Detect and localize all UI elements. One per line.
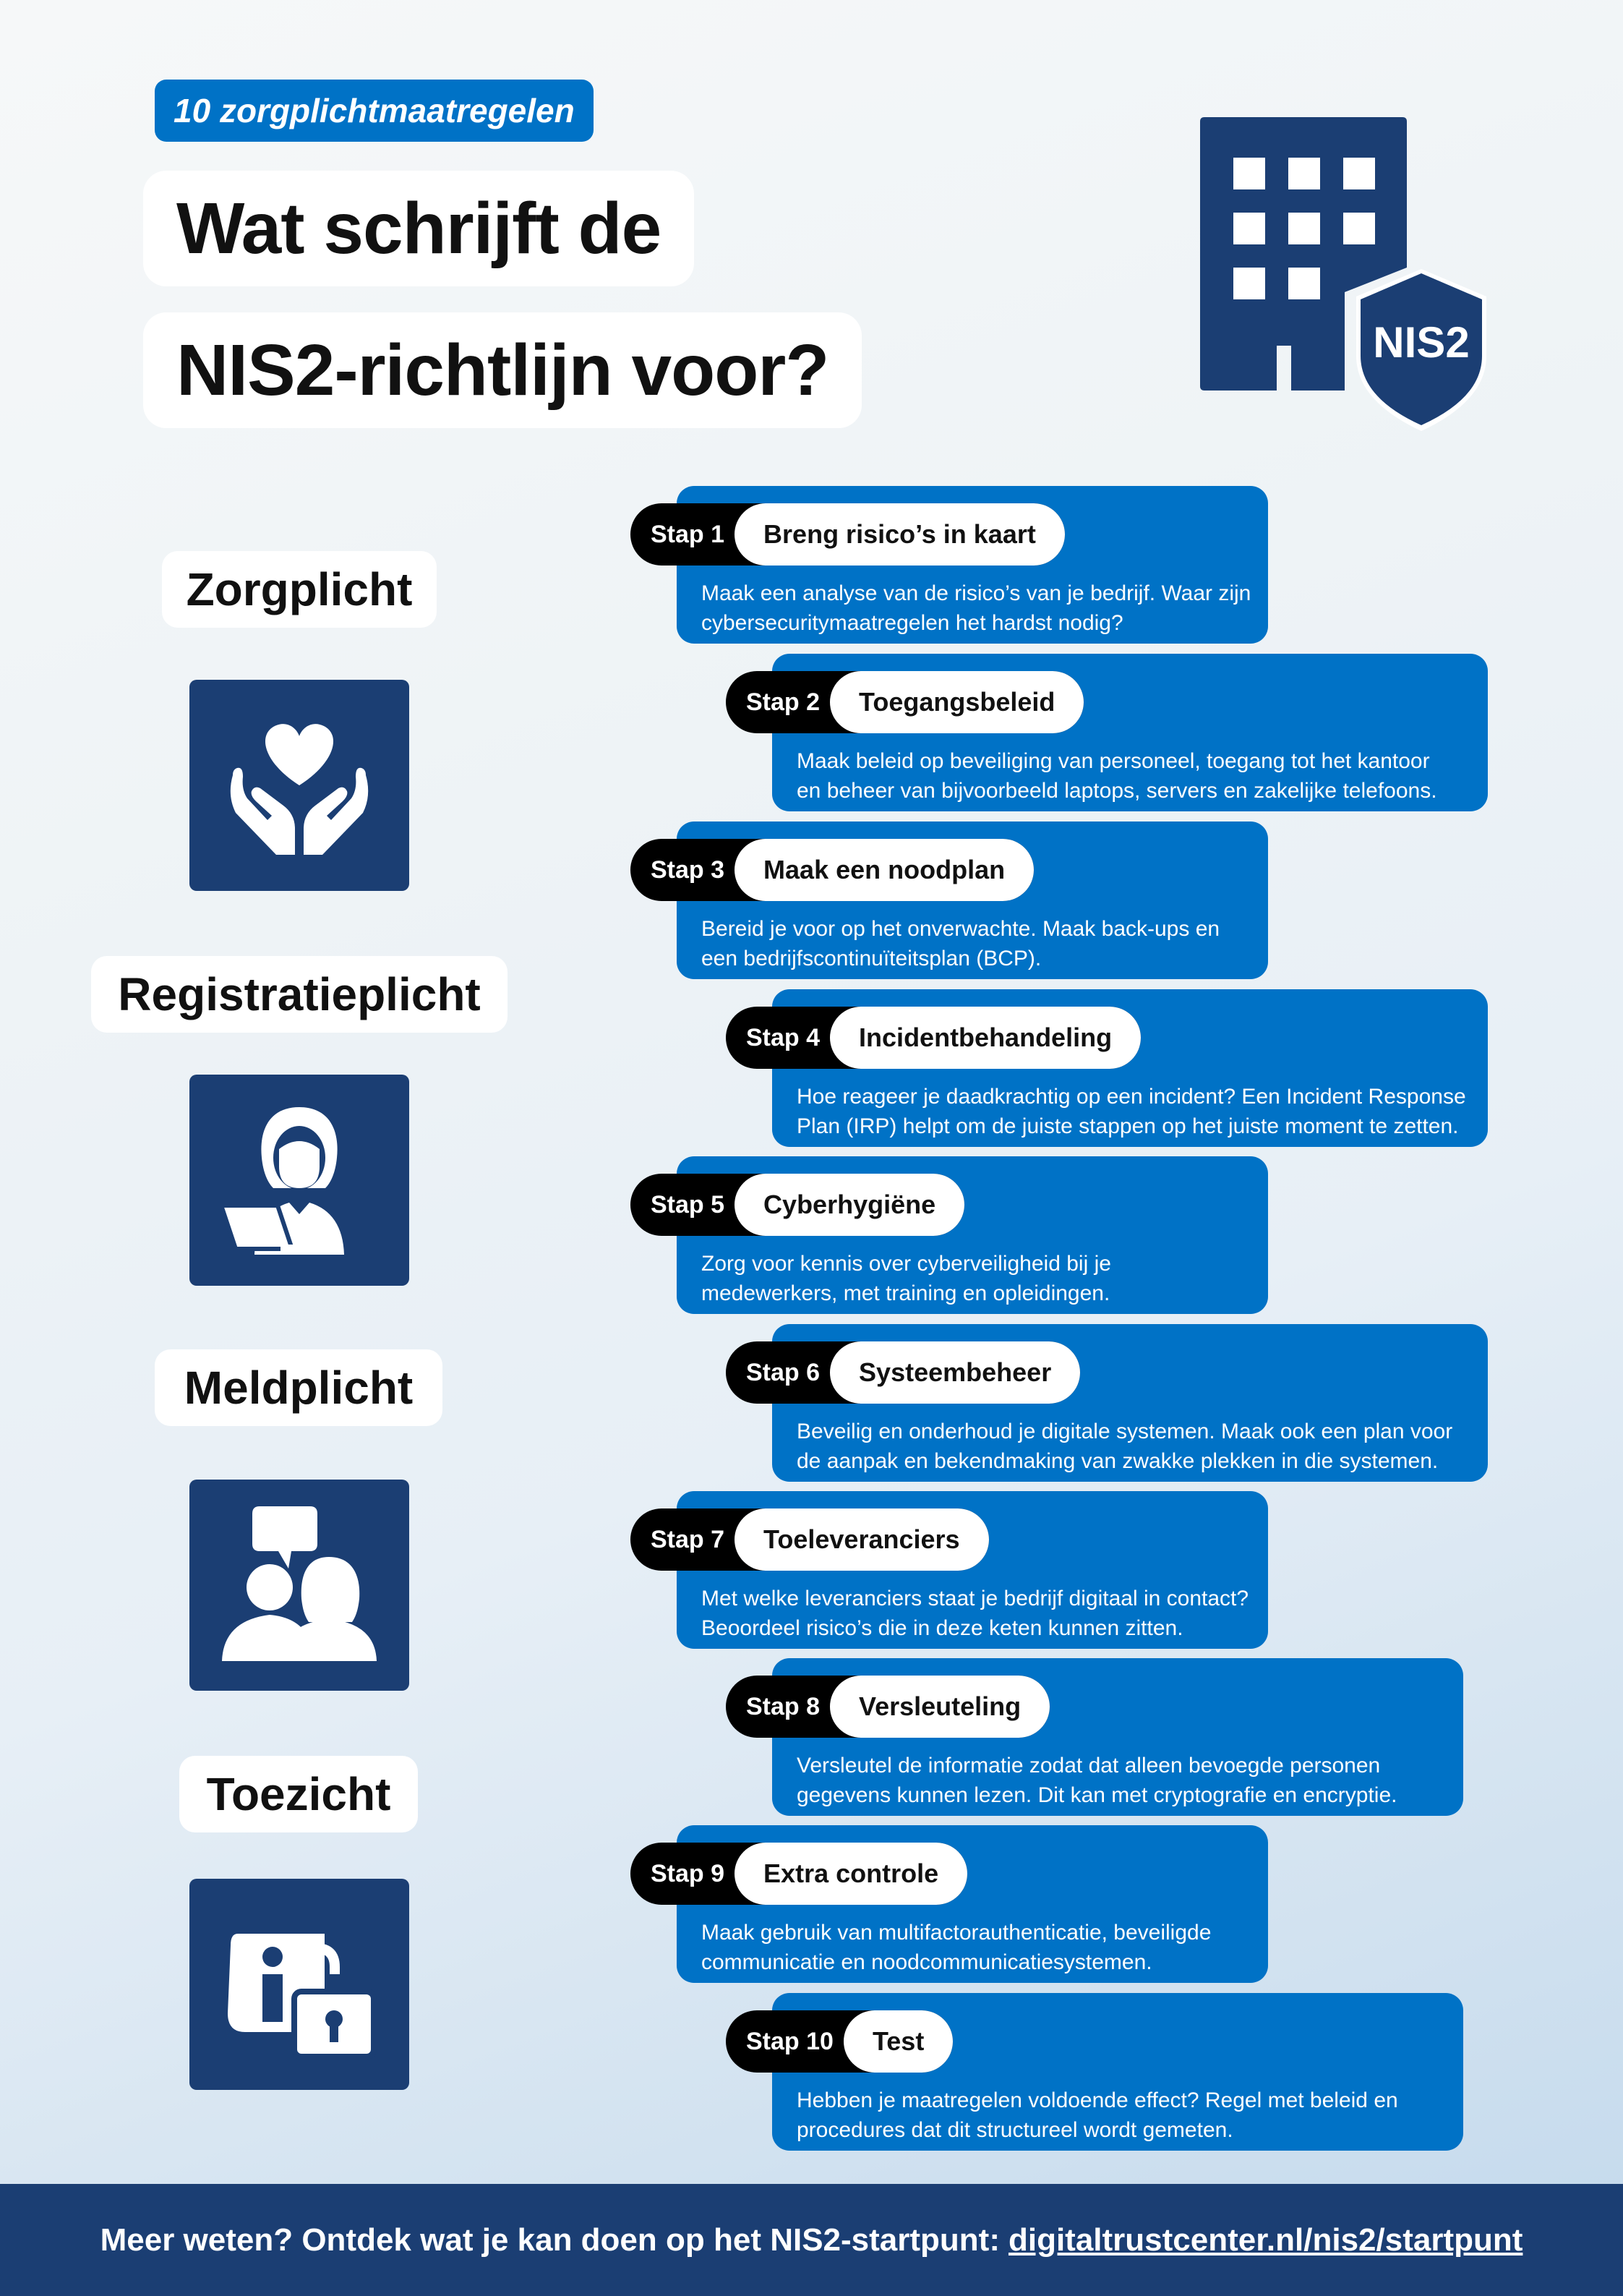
category-label-registratieplicht: Registratieplicht bbox=[91, 956, 508, 1033]
step-number: Stap 9 bbox=[651, 1859, 725, 1887]
step-title: Maak een noodplan bbox=[735, 839, 1034, 901]
step-number: Stap 5 bbox=[651, 1190, 725, 1219]
step-title: Toeleveranciers bbox=[735, 1508, 989, 1571]
step-pill-5 bbox=[630, 1174, 964, 1236]
step-description-line: Versleutel de informatie zodat dat alleen bevoegde personen bbox=[797, 1754, 1381, 1778]
page-title-line1-text: Wat schrijft de bbox=[176, 187, 661, 269]
step-description-line: Maak een analyse van de risico’s van je bedrijf. Waar zijn bbox=[701, 581, 1251, 605]
step-description-line: Bereid je voor op het onverwachte. Maak back-ups en bbox=[701, 917, 1220, 941]
step-title: Versleuteling bbox=[830, 1676, 1050, 1738]
building-shield-icon bbox=[1200, 116, 1489, 434]
footer-link[interactable]: digitaltrustcenter.nl/nis2/startpunt bbox=[1008, 2222, 1523, 2258]
step-pill-1 bbox=[630, 503, 1065, 566]
step-description-line: Maak gebruik van multifactorauthenticatie, beveiligde bbox=[701, 1921, 1212, 1945]
step-number: Stap 8 bbox=[746, 1692, 821, 1720]
step-description-line: en beheer van bijvoorbeeld laptops, servers en zakelijke telefoons. bbox=[797, 779, 1437, 803]
step-description bbox=[701, 914, 1220, 973]
step-title: Systeembeheer bbox=[830, 1341, 1080, 1404]
step-description bbox=[701, 579, 1251, 638]
step-pill-7 bbox=[630, 1508, 989, 1571]
person-laptop-icon bbox=[220, 1097, 379, 1263]
footer bbox=[0, 2184, 1623, 2296]
step-title: Breng risico’s in kaart bbox=[735, 503, 1065, 566]
people-speech-icon bbox=[216, 1502, 382, 1668]
step-title: Extra controle bbox=[735, 1843, 967, 1905]
nis2-badge-text: NIS2 bbox=[1373, 318, 1470, 367]
step-description bbox=[797, 1417, 1452, 1476]
step-description bbox=[797, 746, 1437, 806]
category-icon-box-registratieplicht bbox=[189, 1075, 409, 1286]
step-number: Stap 10 bbox=[746, 2027, 834, 2055]
step-description-line: Met welke leveranciers staat je bedrijf digitaal in contact? bbox=[701, 1587, 1249, 1610]
category-icon-box-toezicht bbox=[189, 1879, 409, 2090]
category-icon-box-zorgplicht bbox=[189, 680, 409, 891]
step-pill-9 bbox=[630, 1843, 967, 1905]
step-number: Stap 1 bbox=[651, 520, 725, 548]
step-description-line: Maak beleid op beveiliging van personeel, toegang tot het kantoor bbox=[797, 749, 1430, 773]
page-title-line2-text: NIS2-richtlijn voor? bbox=[176, 329, 829, 411]
page-title-line1 bbox=[143, 171, 694, 286]
step-number: Stap 7 bbox=[651, 1525, 725, 1553]
step-description bbox=[701, 1918, 1211, 1977]
info-lock-icon bbox=[216, 1905, 382, 2064]
footer-text: Meer weten? Ontdek wat je kan doen op het NIS2-startpunt: bbox=[100, 2222, 1000, 2258]
category-label-zorgplicht: Zorgplicht bbox=[162, 551, 437, 628]
step-description-line: gegevens kunnen lezen. Dit kan met cryptografie en encryptie. bbox=[797, 1783, 1397, 1807]
step-number: Stap 6 bbox=[746, 1358, 821, 1386]
step-pill-6 bbox=[726, 1341, 1080, 1404]
step-description bbox=[701, 1249, 1111, 1308]
heart-hands-icon bbox=[220, 706, 379, 865]
step-pill-3 bbox=[630, 839, 1034, 901]
step-pill-8 bbox=[726, 1676, 1050, 1738]
category-label-meldplicht: Meldplicht bbox=[155, 1349, 442, 1426]
category-label-toezicht: Toezicht bbox=[179, 1756, 418, 1832]
step-description bbox=[797, 1751, 1397, 1810]
step-description-line: Beveilig en onderhoud je digitale systemen. Maak ook een plan voor bbox=[797, 1420, 1453, 1443]
step-pill-2 bbox=[726, 671, 1084, 733]
step-title: Incidentbehandeling bbox=[830, 1007, 1141, 1069]
step-number: Stap 4 bbox=[746, 1023, 821, 1051]
step-description bbox=[797, 2086, 1398, 2145]
step-description-line: procedures dat dit structureel wordt gemeten. bbox=[797, 2118, 1233, 2142]
step-description-line: cybersecuritymaatregelen het hardst nodig? bbox=[701, 611, 1123, 635]
step-description-line: medewerkers, met training en opleidingen. bbox=[701, 1281, 1110, 1305]
category-icon-box-meldplicht bbox=[189, 1480, 409, 1691]
step-description bbox=[797, 1082, 1466, 1141]
step-description-line: de aanpak en bekendmaking van zwakke plekken in die systemen. bbox=[797, 1449, 1439, 1473]
page-title-line2 bbox=[143, 312, 862, 428]
step-title: Test bbox=[844, 2010, 953, 2073]
step-description-line: Plan (IRP) helpt om de juiste stappen op het juiste moment te zetten. bbox=[797, 1114, 1459, 1138]
step-title: Cyberhygiëne bbox=[735, 1174, 964, 1236]
step-number: Stap 3 bbox=[651, 855, 725, 884]
step-description-line: communicatie en noodcommunicatiesystemen. bbox=[701, 1950, 1152, 1974]
step-description bbox=[701, 1584, 1249, 1643]
step-title: Toegangsbeleid bbox=[830, 671, 1084, 733]
header-tag: 10 zorgplichtmaatregelen bbox=[155, 80, 594, 142]
step-pill-4 bbox=[726, 1007, 1141, 1069]
step-number: Stap 2 bbox=[746, 688, 821, 716]
step-description-line: Hoe reageer je daadkrachtig op een incident? Een Incident Response bbox=[797, 1085, 1466, 1109]
step-pill-10 bbox=[726, 2010, 953, 2073]
step-description-line: Zorg voor kennis over cyberveiligheid bij je bbox=[701, 1252, 1111, 1276]
step-description-line: Beoordeel risico’s die in deze keten kunnen zitten. bbox=[701, 1616, 1183, 1640]
step-description-line: Hebben je maatregelen voldoende effect? Regel met beleid en bbox=[797, 2088, 1398, 2112]
step-description-line: een bedrijfscontinuïteitsplan (BCP). bbox=[701, 947, 1042, 970]
